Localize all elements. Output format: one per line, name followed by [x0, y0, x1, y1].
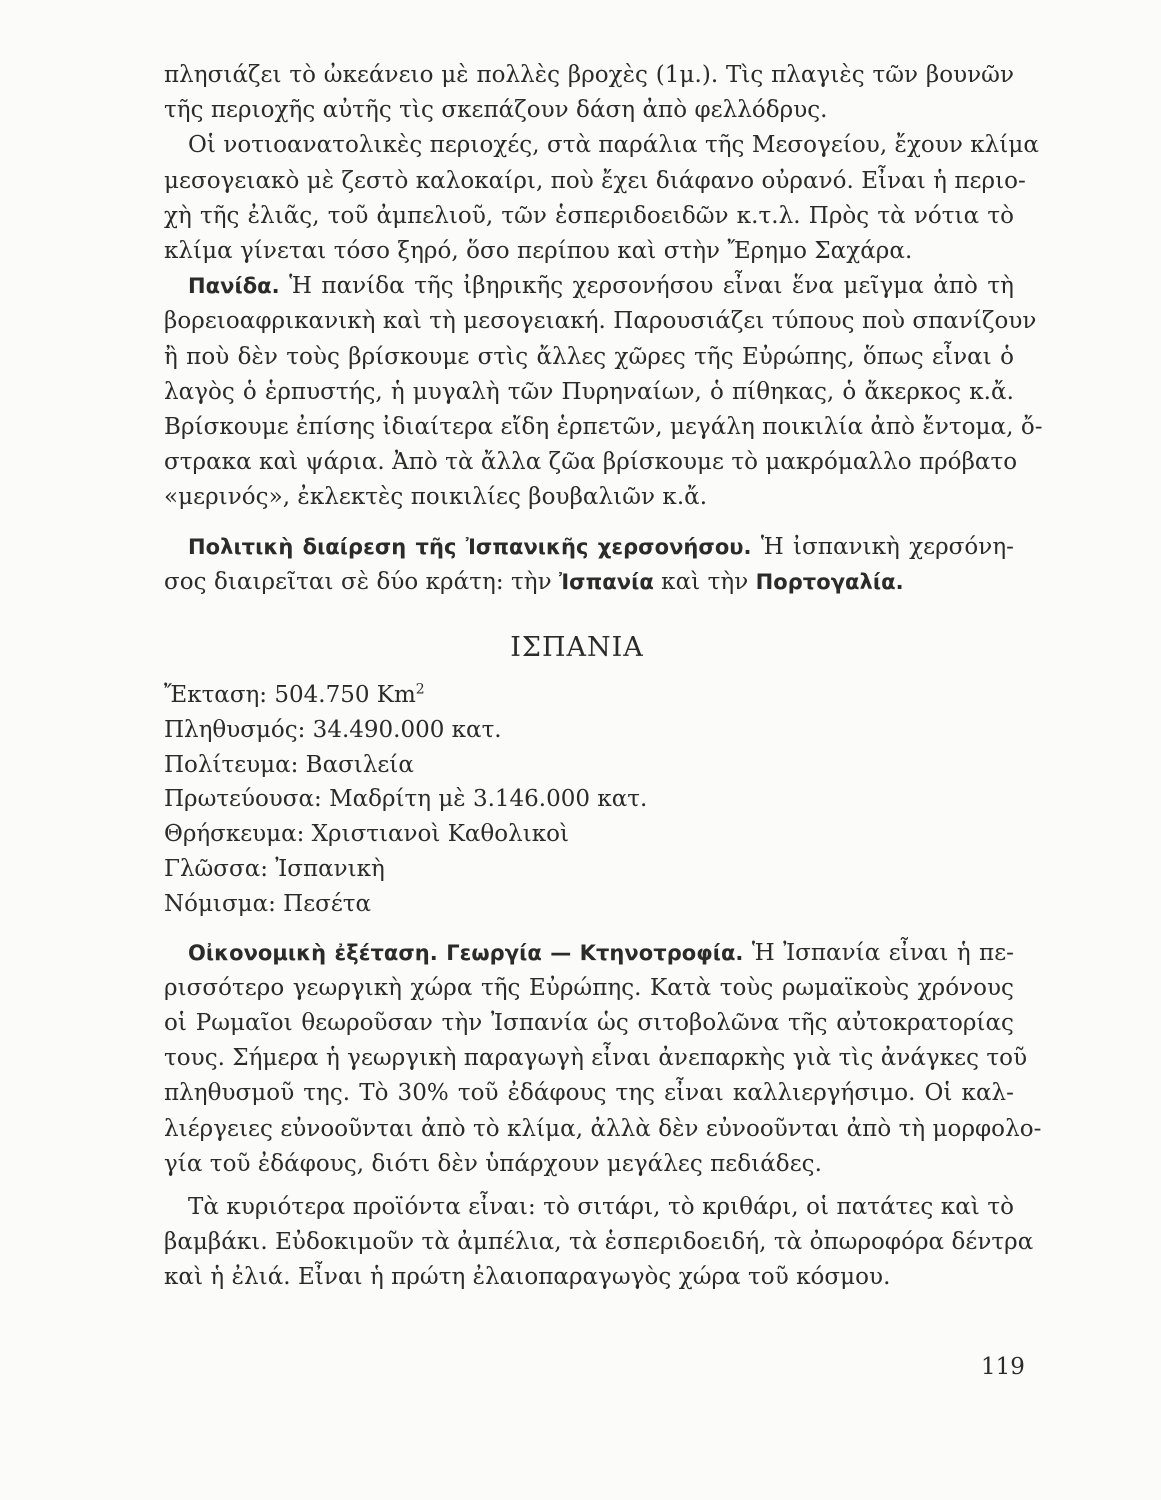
spacer	[164, 922, 1014, 936]
economy-paragraph-first-line	[164, 936, 1014, 971]
spacer	[164, 600, 1014, 628]
text-span: Ἡ ἰσπανικὴ χερσόνη-	[751, 533, 1014, 560]
text-line: οἱ Ρωμαῖοι θεωροῦσαν τὴν Ἰσπανία ὡς σιτοβολῶνα τῆς αὐτοκρατορίας	[164, 1010, 1014, 1037]
text-line: καὶ ἡ ἐλιά. Εἶναι ἡ πρώτη ἐλαιοπαραγωγὸς χώρα τοῦ κόσμου.	[164, 1264, 891, 1291]
text-line: Βρίσκουμε ἐπίσης ἰδιαίτερα εἴδη ἑρπετῶν, μεγάλη ποικιλία ἀπὸ ἔντομα, ὄ-	[164, 414, 1043, 441]
spacer	[164, 1182, 1014, 1190]
page-body	[164, 58, 1043, 1296]
text-span: καὶ τὴν	[653, 568, 756, 595]
text-line: λαγὸς ὁ ἑρπυστής, ἡ μυγαλὴ τῶν Πυρηναίων, ὁ πίθηκας, ὁ ἄκερκος κ.ἄ.	[164, 378, 1014, 405]
text-line: στρακα καὶ ψάρια. Ἀπὸ τὰ ἄλλα ζῶα βρίσκουμε τὸ μακρόμαλλο πρόβατο	[164, 449, 1018, 476]
text-line: κλίμα γίνεται τόσο ξηρό, ὅσο περίπου καὶ στὴν Ἔρημο Σαχάρα.	[164, 238, 913, 265]
fact-religion: Θρήσκευμα: Χριστιανοὶ Καθολικοὶ	[164, 821, 569, 848]
text-line: «μερινός», ἐκλεκτὲς ποικιλίες βουβαλιῶν κ.ἄ.	[164, 484, 708, 511]
fact-capital: Πρωτεύουσα: Μαδρίτη μὲ 3.146.000 κατ.	[164, 786, 648, 813]
spacer	[164, 668, 1014, 678]
text-line: πληθυσμοῦ της. Τὸ 30% τοῦ ἐδάφους της εἶναι καλλιεργήσιμο. Οἱ καλ-	[164, 1080, 1014, 1107]
spain-name: Ἰσπανία	[558, 569, 654, 594]
text-line: Τὰ κυριότερα προϊόντα εἶναι: τὸ σιτάρι, τὸ κριθάρι, οἱ πατάτες καὶ τὸ	[188, 1194, 1014, 1221]
political-label: Πολιτικὴ διαίρεση τῆς Ἰσπανικῆς χερσονήσου.	[188, 534, 752, 559]
fact-area	[164, 678, 1014, 713]
text-line: πλησιάζει τὸ ὠκεάνειο μὲ πολλὲς βροχὲς (1μ.). Τὶς πλαγιὲς τῶν βουνῶν	[164, 62, 1014, 88]
fact-language: Γλῶσσα: Ἰσπανικὴ	[164, 856, 385, 883]
page-number: 119	[981, 1354, 1025, 1380]
fact-area-text: Ἔκταση: 504.750 Km	[164, 682, 416, 709]
text-line: μεσογειακὸ μὲ ζεστὸ καλοκαίρι, ποὺ ἔχει διάφανο οὐρανό. Εἶναι ἡ περιο-	[164, 167, 1026, 194]
text-line: χὴ τῆς ἐλιᾶς, τοῦ ἀμπελιοῦ, τῶν ἑσπεριδοειδῶν κ.τ.λ. Πρὸς τὰ νότια τὸ	[164, 202, 1014, 229]
text-line: τῆς περιοχῆς αὐτῆς τὶς σκεπάζουν δάση ἀπὸ φελλόδρυς.	[164, 97, 828, 124]
fact-currency: Νόμισμα: Πεσέτα	[164, 890, 372, 917]
text-line: λιέργειες εὐνοοῦνται ἀπὸ τὸ κλίμα, ἀλλὰ δὲν εὐνοοῦνται ἀπὸ τὴ μορφολο-	[164, 1115, 1042, 1142]
fauna-paragraph-first-line	[164, 269, 1014, 304]
text-span: Ἡ Ἰσπανία εἶναι ἡ πε-	[743, 939, 1014, 966]
text-line: ρισσότερο γεωργικὴ χώρα τῆς Εὐρώπης. Κατὰ τοὺς ρωμαϊκοὺς χρόνους	[164, 974, 1014, 1001]
fact-government: Πολίτευμα: Βασιλεία	[164, 751, 414, 778]
spacer	[164, 516, 1014, 530]
portugal-name: Πορτογαλία.	[755, 569, 904, 594]
text-span: Ἡ πανίδα τῆς ἰβηρικῆς χερσονήσου εἶναι ἕνα μεῖγμα ἀπὸ τὴ	[279, 273, 1014, 300]
text-line: βαμβάκι. Εὐδοκιμοῦν τὰ ἀμπέλια, τὰ ἑσπεριδοειδή, τὰ ὀπωροφόρα δέντρα	[164, 1229, 1034, 1256]
fauna-label: Πανίδα.	[188, 274, 280, 299]
text-line: τους. Σήμερα ἡ γεωργικὴ παραγωγὴ εἶναι ἀνεπαρκὴς γιὰ τὶς ἀνάγκες τοῦ	[164, 1045, 1028, 1072]
fact-area-superscript: 2	[415, 681, 425, 698]
text-line: βορειοαφρικανικὴ καὶ τὴ μεσογειακή. Παρουσιάζει τύπους ποὺ σπανίζουν	[164, 308, 1037, 335]
political-paragraph-first-line	[164, 530, 1014, 565]
text-line: Οἱ νοτιοανατολικὲς περιοχές, στὰ παράλια τῆς Μεσογείου, ἔχουν κλίμα	[188, 132, 1039, 159]
text-line: ἢ ποὺ δὲν τοὺς βρίσκουμε στὶς ἄλλες χῶρες τῆς Εὐρώπης, ὅπως εἶναι ὁ	[164, 343, 1014, 370]
section-heading: ΙΣΠΑΝΙΑ	[510, 632, 644, 664]
text-span: σος διαιρεῖται σὲ δύο κράτη: τὴν	[164, 568, 559, 595]
text-line: γία τοῦ ἐδάφους, διότι δὲν ὑπάρχουν μεγάλες πεδιάδες.	[164, 1150, 822, 1177]
fact-population: Πληθυσμός: 34.490.000 κατ.	[164, 716, 502, 743]
political-paragraph-second-line	[164, 565, 1014, 600]
economy-label: Οἰκονομικὴ ἐξέταση. Γεωργία — Κτηνοτροφία.	[188, 940, 744, 965]
